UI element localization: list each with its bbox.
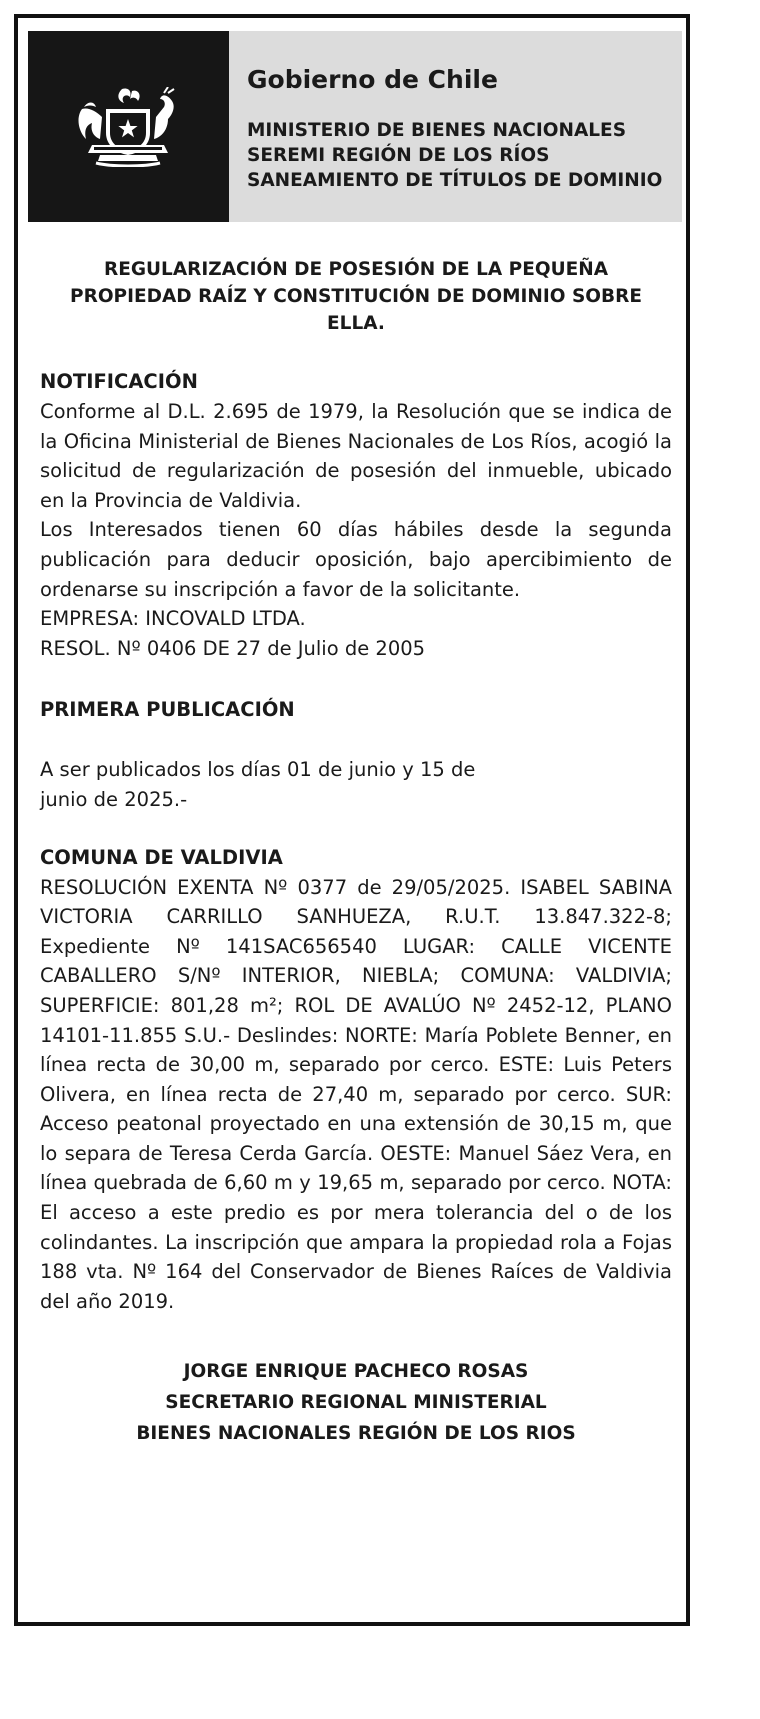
publicacion-line-2: junio de 2025.- [40,787,188,811]
government-title: Gobierno de Chile [247,65,498,94]
header-text [229,31,682,222]
main-title-line-2: PROPIEDAD RAÍZ Y CONSTITUCIÓN DE DOMINIO SOBRE ELLA. [70,286,642,334]
signatory-name: JORGE ENRIQUE PACHECO ROSAS [183,1361,529,1383]
notificacion-paragraph-2: Los Interesados tienen 60 días hábiles desde la segunda publicación para deducir oposición, bajo apercibimiento de ordenarse su inscripción a favor de la solicitante. [40,518,672,601]
notificacion-heading: NOTIFICACIÓN [40,370,198,393]
publicacion-heading: PRIMERA PUBLICACIÓN [40,698,295,722]
publicacion-line-1: A ser publicados los días 01 de junio y 15 de [40,758,476,782]
notificacion-paragraph-1: Conforme al D.L. 2.695 de 1979, la Resolución que se indica de la Oficina Ministerial de Bienes Nacionales de Los Ríos, acogió la solicitud de regularización de posesión del inmueble, ubicado en la Provincia de Valdivia. [40,400,672,512]
signatory-office: BIENES NACIONALES REGIÓN DE LOS RIOS [136,1423,576,1445]
header [28,31,682,222]
seremi-line: SEREMI REGIÓN DE LOS RÍOS [247,145,550,166]
comuna-heading: COMUNA DE VALDIVIA [40,845,283,869]
ministry-line: MINISTERIO DE BIENES NACIONALES [247,120,627,141]
comuna-paragraph: RESOLUCIÓN EXENTA Nº 0377 de 29/05/2025. ISABEL SABINA VICTORIA CARRILLO SANHUEZA, R.U.T. 13.847.322-8; Expediente Nº 141SAC656540 LUGAR: CALLE VICENTE CABALLERO S/Nº INTERIOR, NIEBLA; COMUNA: VALDIVIA; SUPERFICIE: 801,28 m²; ROL DE AVALÚO Nº 2452-12, PLANO 14101-11.855 S.U.- Deslindes: NORTE: María Poblete Benner, en línea recta de 30,00 m, separado por cerco. ESTE: Luis Peters Olivera, en línea recta de 27,40 m, separado por cerco. SUR: Acceso peatonal proyectado en una extensión de 30,15 m, que lo separa de Teresa Cerda García. OESTE: Manuel Sáez Vera, en línea quebrada de 6,60 m y 19,65 m, separado por cerco. NOTA: El acceso a este predio es por mera tolerancia del o de los colindantes. La inscripción que ampara la propiedad rola a Fojas 188 vta. Nº 164 del Conservador de Bienes Raíces de Valdivia del año 2019. [40,875,672,1313]
empresa-line: EMPRESA: INCOVALD LTDA. [40,607,306,631]
notice-content [40,256,672,1449]
department-line: SANEAMIENTO DE TÍTULOS DE DOMINIO [247,170,663,191]
signatory-title: SECRETARIO REGIONAL MINISTERIAL [165,1392,547,1414]
notice-frame [14,14,690,1626]
logo-block [28,31,229,222]
resolucion-line: RESOL. Nº 0406 DE 27 de Julio de 2005 [40,636,426,660]
chilean-coat-of-arms-icon [72,87,184,167]
main-title-line-1: REGULARIZACIÓN DE POSESIÓN DE LA PEQUEÑA [103,259,609,280]
